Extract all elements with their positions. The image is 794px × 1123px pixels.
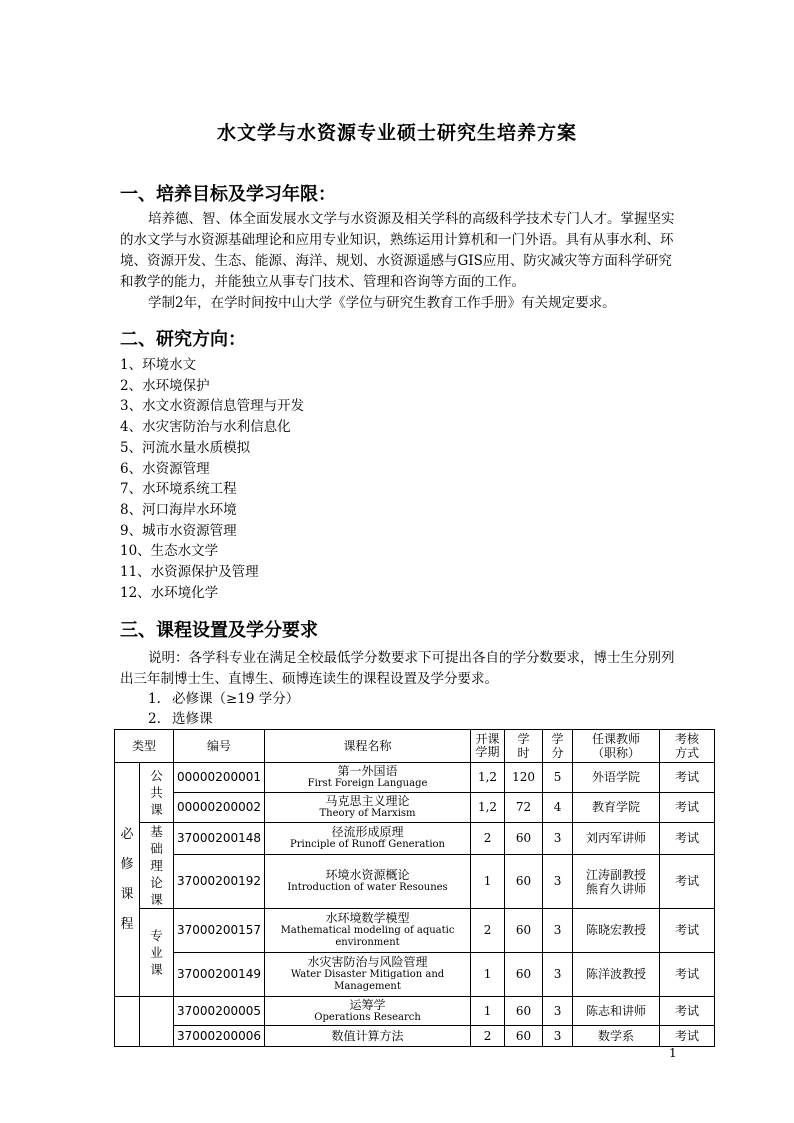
course-exam: 考试 [660, 997, 715, 1026]
course-name: 马克思主义理论 Theory of Marxism [265, 793, 471, 823]
course-hours: 120 [505, 763, 543, 793]
course-code: 00000200001 [174, 763, 265, 793]
course-name: 环境水资源概论 Introduction of water Resounes [265, 855, 471, 909]
list-item: 12、水环境化学 [120, 584, 219, 601]
course-teacher: 教育学院 [573, 793, 660, 823]
course-code: 37000200192 [174, 855, 265, 909]
course-type-list [148, 689, 299, 729]
list-item: 9、城市水资源管理 [120, 522, 237, 539]
header-exam: 考核方式 [660, 730, 715, 763]
course-credits: 3 [543, 1026, 573, 1047]
page-number: 1 [669, 1046, 677, 1060]
course-hours: 60 [505, 997, 543, 1026]
course-name: 水环境数学模型 Mathematical modeling of aquatic environment [265, 909, 471, 953]
category-basic-theory: 基础理论课 [140, 823, 174, 909]
list-item: 4、水灾害防治与水利信息化 [120, 419, 291, 436]
course-exam: 考试 [660, 823, 715, 855]
course-code: 37000200148 [174, 823, 265, 855]
category-cell-empty [140, 997, 174, 1047]
course-exam: 考试 [660, 793, 715, 823]
category-major: 专业课 [140, 909, 174, 997]
list-item: 1、环境水文 [120, 357, 197, 373]
category-public: 公共课 [140, 763, 174, 823]
course-code: 37000200149 [174, 953, 265, 997]
course-teacher: 陈志和讲师 [573, 997, 660, 1026]
course-exam: 考试 [660, 763, 715, 793]
course-table [114, 729, 715, 1047]
course-teacher: 陈洋波教授 [573, 953, 660, 997]
course-name: 第一外国语 First Foreign Language [265, 763, 471, 793]
list-item: 3、水文水资源信息管理与开发 [120, 398, 305, 415]
header-type: 类型 [115, 730, 174, 763]
course-teacher: 数学系 [573, 1026, 660, 1047]
course-exam: 考试 [660, 909, 715, 953]
course-term: 2 [471, 909, 505, 953]
list-item: 7、水环境系统工程 [120, 481, 237, 498]
header-name: 课程名称 [265, 730, 471, 763]
list-item: 2. 选修课 [148, 711, 213, 727]
course-teacher: 江涛副教授 熊育久讲师 [573, 855, 660, 909]
course-exam: 考试 [660, 953, 715, 997]
table-row [115, 855, 715, 909]
course-term: 2 [471, 823, 505, 855]
course-exam: 考试 [660, 855, 715, 909]
course-name: 径流形成原理 Principle of Runoff Generation [265, 823, 471, 855]
course-code: 37000200157 [174, 909, 265, 953]
header-hours: 学时 [505, 730, 543, 763]
header-term: 开课学期 [471, 730, 505, 763]
course-credits: 3 [543, 855, 573, 909]
section1-heading: 一、培养目标及学习年限： [120, 184, 336, 205]
course-credits: 3 [543, 909, 573, 953]
header-credits: 学分 [543, 730, 573, 763]
table-header-row [115, 730, 715, 763]
course-term: 1 [471, 997, 505, 1026]
course-term: 1,2 [471, 793, 505, 823]
course-teacher: 刘丙军讲师 [573, 823, 660, 855]
course-term: 1 [471, 953, 505, 997]
table-row [115, 953, 715, 997]
course-exam: 考试 [660, 1026, 715, 1047]
section3-heading: 三、课程设置及学分要求 [120, 620, 318, 641]
course-code: 37000200006 [174, 1026, 265, 1047]
course-name: 数值计算方法 [265, 1026, 471, 1047]
course-hours: 72 [505, 793, 543, 823]
course-credits: 5 [543, 763, 573, 793]
document-title: 水文学与水资源专业硕士研究生培养方案 [216, 122, 577, 144]
course-credits: 3 [543, 997, 573, 1026]
course-credits: 4 [543, 793, 573, 823]
course-hours: 60 [505, 953, 543, 997]
course-hours: 60 [505, 855, 543, 909]
course-hours: 60 [505, 1026, 543, 1047]
course-code: 00000200002 [174, 793, 265, 823]
course-credits: 3 [543, 823, 573, 855]
list-item: 5、河流水量水质模拟 [120, 439, 251, 456]
course-term: 2 [471, 1026, 505, 1047]
table-row [115, 909, 715, 953]
list-item: 2、水环境保护 [120, 377, 210, 394]
research-directions-list [120, 355, 304, 603]
course-hours: 60 [505, 909, 543, 953]
section2-heading: 二、研究方向： [120, 329, 246, 350]
section1-paragraph: 培养德、智、体全面发展水文学与水资源及相关学科的高级科学技术专门人才。掌握坚实的水文学与水资源基础理论和应用专业知识，熟练运用计算机和一门外语。具有从事水利、环境、资源开发、生态、能源、海洋、规划、水资源遥感与GIS应用、防灾减灾等方面科学研究和教学的能力，并能独立从事专门技术、管理和咨询等方面的工作。 [120, 211, 675, 290]
course-term: 1,2 [471, 763, 505, 793]
section1-paragraph-duration: 学制2年，在学时间按中山大学《学位与研究生教育工作手册》有关规定要求。 [148, 295, 616, 311]
table-row [115, 793, 715, 823]
list-item: 10、生态水文学 [120, 543, 219, 560]
list-item: 8、河口海岸水环境 [120, 501, 237, 518]
course-hours: 60 [505, 823, 543, 855]
table-row [115, 823, 715, 855]
course-teacher: 陈晓宏教授 [573, 909, 660, 953]
course-credits: 3 [543, 953, 573, 997]
section3-note: 说明：各学科专业在满足全校最低学分数要求下可提出各自的学分数要求，博士生分别列出三年制博士生、直博生、硕博连读生的课程设置及学分要求。 [120, 650, 675, 687]
course-code: 37000200005 [174, 997, 265, 1026]
course-teacher: 外语学院 [573, 763, 660, 793]
list-item: 1. 必修课（≥19 学分） [148, 691, 300, 707]
list-item: 6、水资源管理 [120, 460, 210, 477]
header-code: 编号 [174, 730, 265, 763]
header-teacher: 任课教师（职称） [573, 730, 660, 763]
required-course-group: 必修课程 [115, 763, 140, 997]
table-row [115, 763, 715, 793]
list-item: 11、水资源保护及管理 [120, 564, 259, 581]
course-name: 运筹学 Operations Research [265, 997, 471, 1026]
course-term: 1 [471, 855, 505, 909]
table-row [115, 1026, 715, 1047]
course-name: 水灾害防治与风险管理 Water Disaster Mitigation and Management [265, 953, 471, 997]
table-row [115, 997, 715, 1026]
group-cell-empty [115, 997, 140, 1047]
